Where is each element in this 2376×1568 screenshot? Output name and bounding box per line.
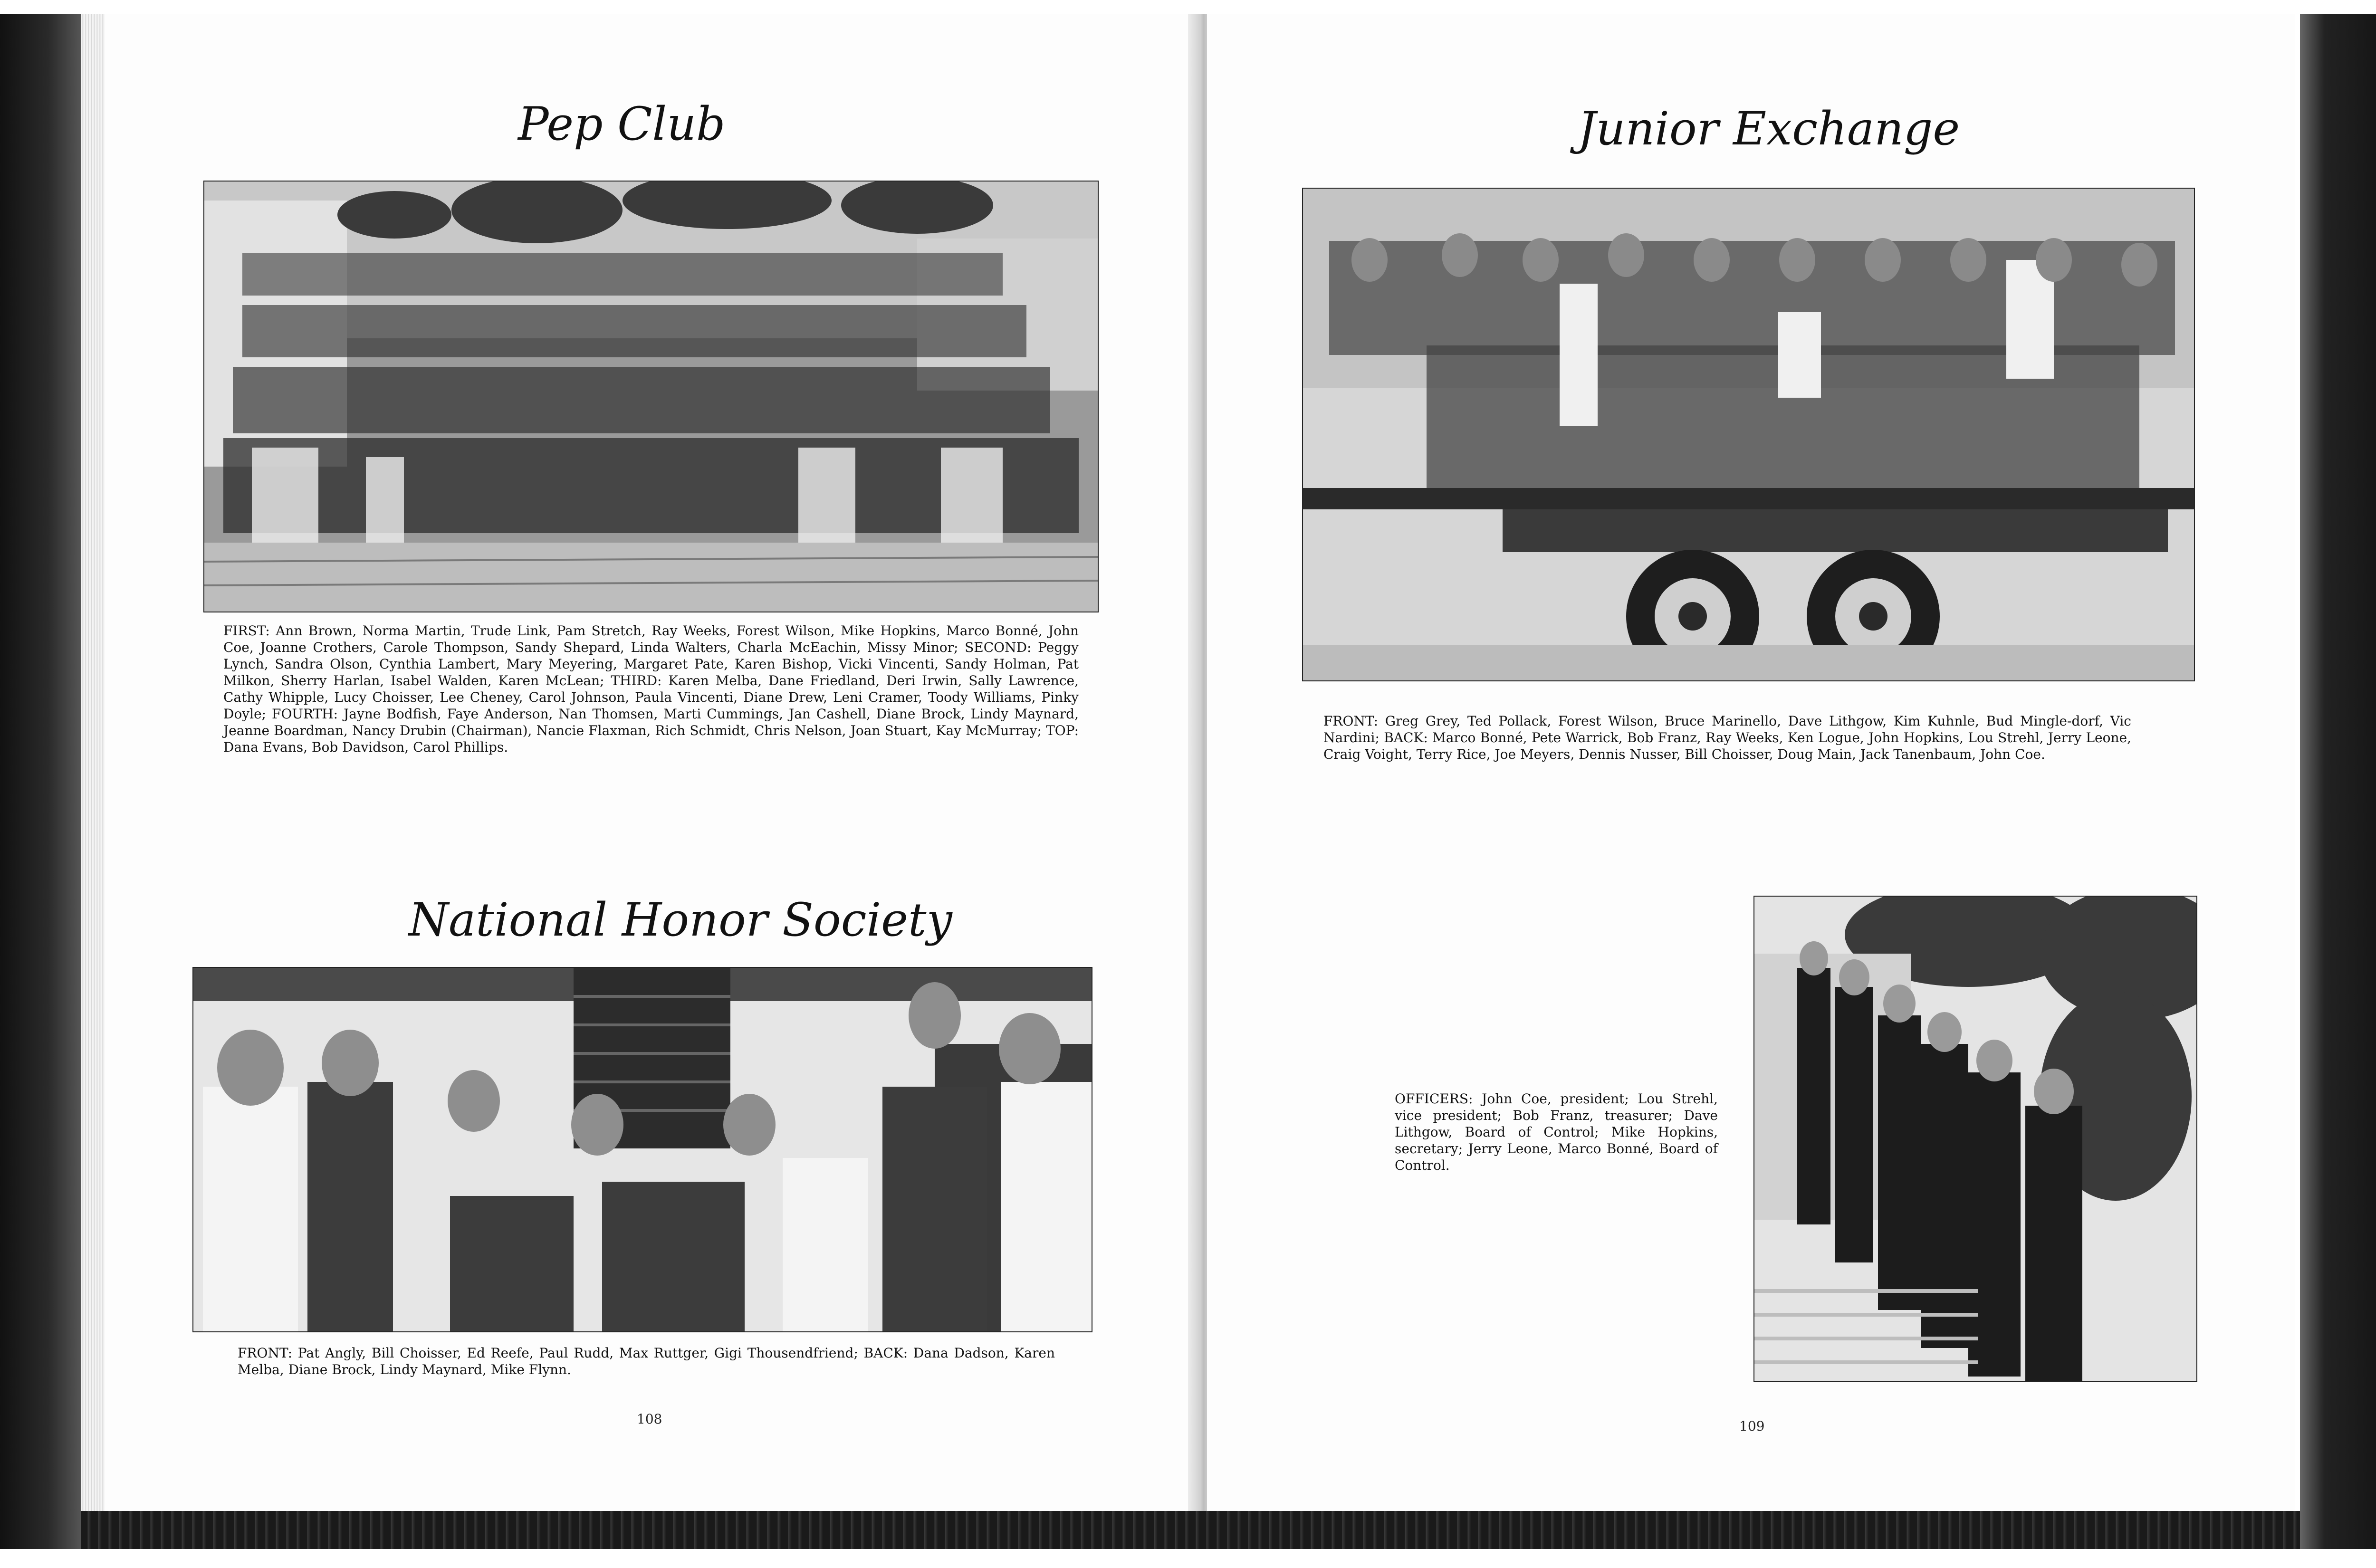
junior-exchange-photo: [1302, 188, 2195, 681]
page-number-right: 109: [1739, 1418, 1765, 1434]
officers-photo-image: [1754, 897, 2196, 1381]
honor-society-caption: FRONT: Pat Angly, Bill Choisser, Ed Reefe, Paul Rudd, Max Ruttger, Gigi Thousendfriend; BACK: Dana Dadson, Karen Melba, Diane Brock, Lindy Maynard, Mike Flynn.: [238, 1345, 1055, 1377]
honor-society-title: National Honor Society: [409, 893, 952, 947]
officers-caption: OFFICERS: John Coe, president; Lou Strehl, vice president; Bob Franz, treasurer; Dave Lithgow, Board of Control; Mike Hopkins, secretary; Jerry Leone, Marco Bonné, Board of Control.: [1395, 1091, 1718, 1173]
book-cover-left: [0, 14, 81, 1549]
pep-club-photo-image: [204, 182, 1098, 612]
page-edges: [81, 14, 105, 1549]
junior-exchange-title: Junior Exchange: [1578, 102, 1960, 155]
book-cover-right: [2300, 14, 2376, 1549]
officers-photo: [1753, 896, 2197, 1382]
page-number-left: 108: [637, 1411, 662, 1427]
pep-club-caption: FIRST: Ann Brown, Norma Martin, Trude Link, Pam Stretch, Ray Weeks, Forest Wilson, Mike Hopkins, Marco Bonné, John Coe, Joanne Crothers, Carole Thompson, Sandy Shepard, Linda Walters, Charla McEachin, Missy Minor; SECOND: Peggy Lynch, Sandra Olson, Cynthia Lambert, Mary Meyering, Margaret Pate, Karen Bishop, Vicki Vincenti, Sandy Holman, Pat Milkon, Sherry Harlan, Isabel Walden, Karen McLean; THIRD: Karen Melba, Dane Friedland, Deri Irwin, Sally Lawrence, Cathy Whipple, Lucy Choisser, Lee Cheney, Carol Johnson, Paula Vincenti, Diane Drew, Leni Cramer, Toody Williams, Pinky Doyle; FOURTH: Jayne Bodfish, Faye Anderson, Nan Thomsen, Marti Cummings, Jan Cashell, Diane Brock, Lindy Maynard, Jeanne Boardman, Nancy Drubin (Chairman), Nancie Flaxman, Rich Schmidt, Chris Nelson, Joan Stuart, Kay McMurray; TOP: Dana Evans, Bob Davidson, Carol Phillips.: [223, 623, 1079, 755]
pep-club-photo: [203, 181, 1099, 612]
pep-club-title: Pep Club: [518, 97, 726, 151]
book-bottom-edge: [81, 1511, 2300, 1549]
honor-society-photo-image: [193, 968, 1092, 1331]
junior-exchange-caption: FRONT: Greg Grey, Ted Pollack, Forest Wilson, Bruce Marinello, Dave Lithgow, Kim Kuhnle, Bud Mingle-dorf, Vic Nardini; BACK: Marco Bonné, Pete Warrick, Bob Franz, Ray Weeks, Ken Logue, John Hopkins, Lou Strehl, Jerry Leone, Craig Voight, Terry Rice, Joe Meyers, Dennis Nusser, Bill Choisser, Doug Main, Jack Tanenbaum, John Coe.: [1323, 713, 2131, 762]
junior-exchange-photo-image: [1303, 189, 2194, 680]
honor-society-photo: [192, 967, 1092, 1332]
